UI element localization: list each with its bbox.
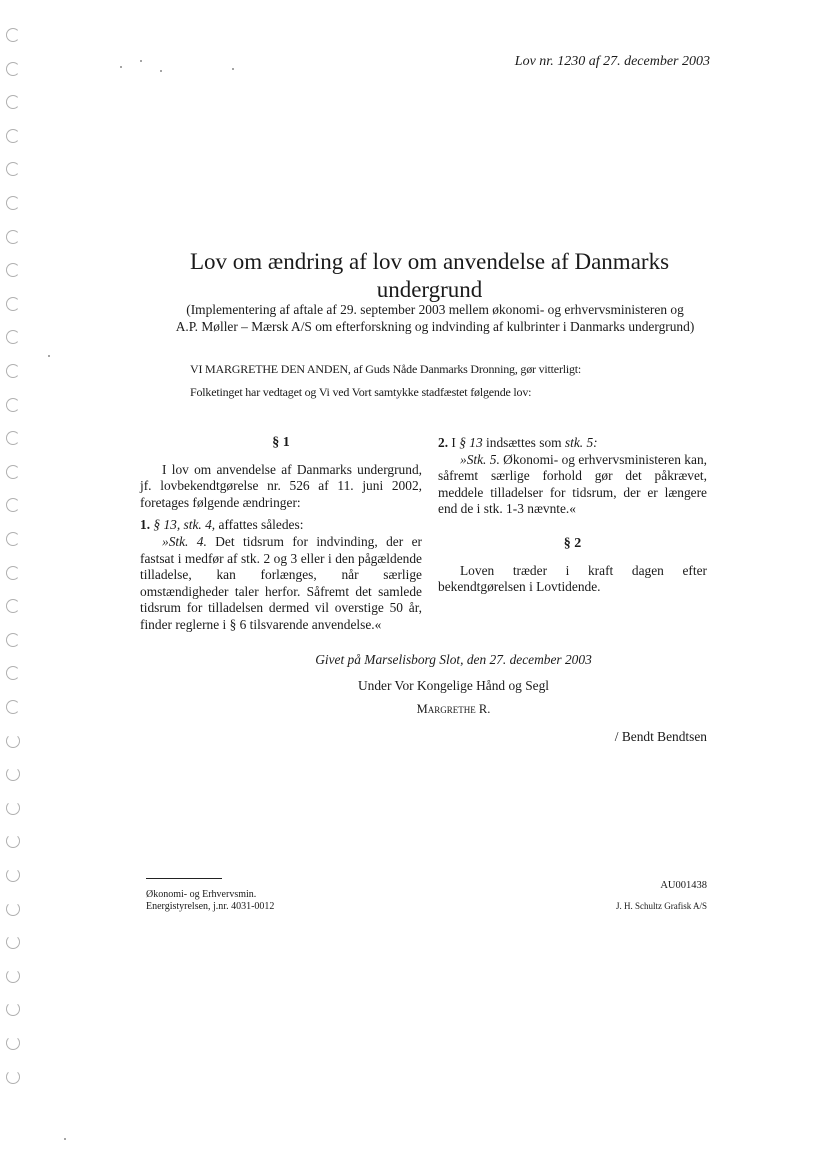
- column-right: [438, 435, 707, 596]
- subtitle-line-2: A.P. Møller – Mærsk A/S om efterforskning og indvinding af kulbrinter i Danmarks undergrund): [175, 319, 695, 334]
- amendment-1-text: Det tidsrum for indvinding, der er fastsat i medfør af stk. 2 og 3 eller i den pågældende tilladelse, kan forlænges, når særlige omstændigheder taler herfor. Såfremt det samlede tidsrum for tilladelsen dermed vil overstige 50 år, finder reglerne i § 6 tilsvarende anvendelse.«: [140, 533, 423, 632]
- binder-hole-mark: [6, 566, 20, 580]
- binder-hole-mark: [6, 162, 20, 176]
- law-reference: Lov nr. 1230 af 27. december 2003: [514, 54, 710, 69]
- section-2-text: Loven træder i kraft dagen efter bekendtgørelsen i Lovtidende.: [438, 562, 707, 595]
- binder-hole-mark: [6, 196, 20, 210]
- binder-hole-mark: [6, 599, 20, 613]
- amendment-1-header: [140, 517, 422, 534]
- subtitle-line-1: (Implementering af aftale af 29. september 2003 mellem økonomi- og erhvervsministeren og: [186, 302, 684, 317]
- amendment-2-text: Økonomi- og erhvervsministeren kan, såfremt særlige forhold gør det påkrævet, meddele tilladelser for tidsrum, der er længere end de i stk. 1-3 nævnte.«: [438, 451, 707, 517]
- preamble-line-2: Folketinget har vedtaget og Vi ved Vort samtykke stadfæstet følgende lov:: [190, 385, 532, 399]
- binder-hole-marks: [4, 28, 24, 1108]
- binder-hole-mark: [6, 62, 20, 76]
- binder-hole-mark: [6, 969, 20, 983]
- section-2-heading: § 2: [563, 535, 582, 551]
- binder-hole-mark: [6, 734, 20, 748]
- footer-ministry: Økonomi- og Erhvervsmin.: [146, 889, 257, 900]
- binder-hole-mark: [6, 498, 20, 512]
- printer-name: J. H. Schultz Grafisk A/S: [616, 901, 707, 911]
- binder-hole-mark: [6, 95, 20, 109]
- binder-hole-mark: [6, 666, 20, 680]
- monarch-name: Margrethe R.: [416, 702, 491, 716]
- binder-hole-mark: [6, 1002, 20, 1016]
- binder-hole-mark: [6, 767, 20, 781]
- amendment-1-text-block: [140, 534, 422, 634]
- scan-speck: [232, 68, 234, 70]
- footer-agency-ref: Energistyrelsen, j.nr. 4031-0012: [146, 901, 275, 912]
- minister-signature: / Bendt Bendtsen: [614, 729, 707, 744]
- amendment-2-stk: »Stk. 5.: [460, 451, 500, 467]
- amendment-2-number: 2.: [438, 435, 449, 450]
- binder-hole-mark: [6, 532, 20, 546]
- scan-speck: [120, 66, 122, 68]
- binder-hole-mark: [6, 330, 20, 344]
- amendment-2-ref: § 13: [459, 435, 483, 450]
- scan-speck: [48, 355, 50, 357]
- binder-hole-mark: [6, 129, 20, 143]
- amendment-2-stk-ref: stk. 5:: [564, 435, 598, 450]
- monarch-signature: [40, 702, 827, 717]
- binder-hole-mark: [6, 465, 20, 479]
- binder-hole-mark: [6, 935, 20, 949]
- footer-left: [146, 889, 274, 913]
- amendment-2-header: [438, 435, 707, 452]
- binder-hole-mark: [6, 902, 20, 916]
- document-code: AU001438: [660, 880, 707, 891]
- amendment-1-number: 1.: [140, 517, 151, 533]
- scan-speck: [64, 1138, 66, 1140]
- column-left: [140, 435, 422, 634]
- section-1-heading: § 1: [272, 435, 290, 450]
- binder-hole-mark: [6, 230, 20, 244]
- binder-hole-mark: [6, 1070, 20, 1084]
- binder-hole-mark: [6, 1036, 20, 1050]
- amendment-1-stk: »Stk. 4.: [162, 533, 207, 549]
- title-line-1: Lov om ændring af lov om anvendelse af Danmarks: [189, 249, 670, 274]
- page-title: [0, 248, 827, 304]
- amendment-2-text-block: [438, 452, 707, 518]
- amendment-2-pre: I: [451, 435, 456, 450]
- binder-hole-mark: [6, 700, 20, 714]
- preamble-line-1: VI MARGRETHE DEN ANDEN, af Guds Nåde Danmarks Dronning, gør vitterligt:: [190, 362, 582, 376]
- binder-hole-mark: [6, 868, 20, 882]
- title-line-2: undergrund: [376, 277, 483, 302]
- binder-hole-mark: [6, 801, 20, 815]
- given-at: Givet på Marselisborg Slot, den 27. december 2003: [315, 652, 592, 667]
- amendment-1-ref: § 13, stk. 4,: [153, 517, 216, 533]
- amendment-1-action: affattes således:: [218, 517, 304, 533]
- scan-speck: [160, 70, 162, 72]
- royal-seal-line: Under Vor Kongelige Hånd og Segl: [357, 678, 550, 693]
- binder-hole-mark: [6, 28, 20, 42]
- binder-hole-mark: [6, 431, 20, 445]
- subtitle: [150, 301, 720, 335]
- amendment-2-action: indsættes som: [486, 435, 562, 450]
- binder-hole-mark: [6, 633, 20, 647]
- binder-hole-mark: [6, 364, 20, 378]
- footer-divider: [146, 878, 222, 879]
- binder-hole-mark: [6, 398, 20, 412]
- scan-speck: [140, 60, 142, 62]
- section-1-intro: I lov om anvendelse af Danmarks undergrund, jf. lovbekendtgørelse nr. 526 af 11. juni 2002, foretages følgende ændringer:: [140, 461, 422, 510]
- binder-hole-mark: [6, 834, 20, 848]
